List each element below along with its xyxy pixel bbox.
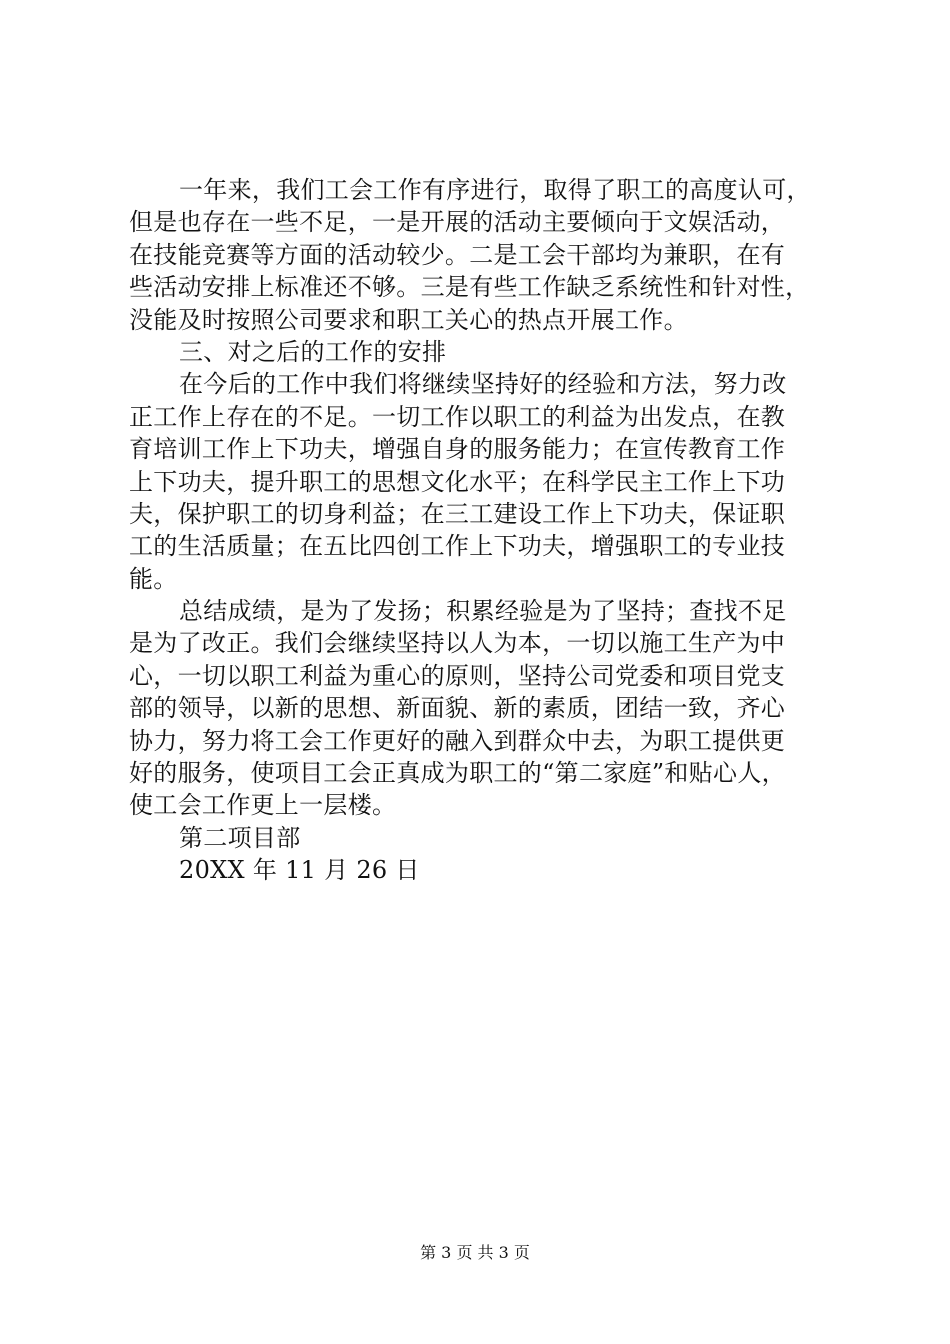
document-body xyxy=(129,174,849,887)
paragraph-line: 好的服务，使项目工会正真成为职工的“第二家庭”和贴心人， xyxy=(129,759,786,788)
paragraph-line: 没能及时按照公司要求和职工关心的热点开展工作。 xyxy=(129,305,688,334)
paragraph-line: 上下功夫，提升职工的思想文化水平；在科学民主工作上下功 xyxy=(129,467,786,496)
page-number: 第 3 页 共 3 页 xyxy=(420,1243,530,1262)
signature-department: 第二项目部 xyxy=(179,823,301,852)
signature-date: 20XX 年 11 月 26 日 xyxy=(179,856,420,885)
paragraph-line: 些活动安排上标准还不够。三是有些工作缺乏系统性和针对性， xyxy=(129,273,810,302)
paragraph-line: 一年来，我们工会工作有序进行，取得了职工的高度认可， xyxy=(179,176,811,204)
paragraph-line: 使工会工作更上一层楼。 xyxy=(129,791,397,820)
paragraph-line: 是为了改正。我们会继续坚持以人为本，一切以施工生产为中 xyxy=(129,629,786,658)
paragraph-line: 协力，努力将工会工作更好的融入到群众中去，为职工提供更 xyxy=(129,726,786,755)
paragraph-line: 工的生活质量；在五比四创工作上下功夫，增强职工的专业技 xyxy=(129,532,786,561)
section-heading: 三、对之后的工作的安排 xyxy=(179,337,447,366)
paragraph-line: 夫，保护职工的切身利益；在三工建设工作上下功夫，保证职 xyxy=(129,499,786,528)
page-footer xyxy=(0,1243,950,1263)
paragraph-line: 心，一切以职工利益为重心的原则，坚持公司党委和项目党支 xyxy=(129,661,786,690)
paragraph-line: 育培训工作上下功夫，增强自身的服务能力；在宣传教育工作 xyxy=(129,435,786,464)
paragraph-line: 能。 xyxy=(129,564,178,593)
paragraph-line: 但是也存在一些不足，一是开展的活动主要倾向于文娱活动， xyxy=(129,208,786,237)
paragraph-line: 在技能竞赛等方面的活动较少。二是工会干部均为兼职，在有 xyxy=(129,240,786,269)
paragraph-line: 部的领导，以新的思想、新面貌、新的素质，团结一致，齐心 xyxy=(129,694,786,723)
paragraph-line: 在今后的工作中我们将继续坚持好的经验和方法，努力改 xyxy=(179,370,787,399)
paragraph-line: 正工作上存在的不足。一切工作以职工的利益为出发点，在教 xyxy=(129,402,786,431)
paragraph-line: 总结成绩，是为了发扬；积累经验是为了坚持；查找不足 xyxy=(179,597,787,626)
